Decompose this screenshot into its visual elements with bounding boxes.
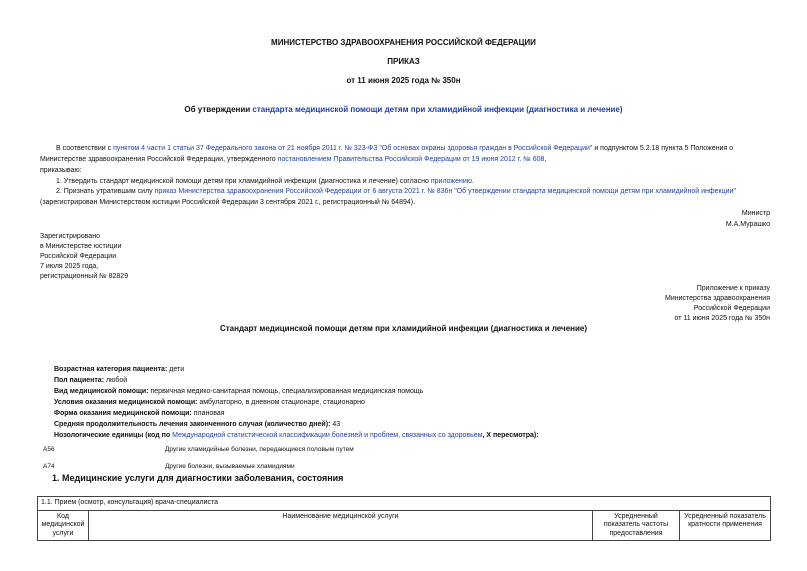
prop-sex	[54, 376, 127, 385]
appendix-line: Министерства здравоохранения	[665, 295, 770, 302]
services-table	[37, 496, 771, 541]
icd-code: A74	[43, 463, 55, 470]
preamble-text: ,	[544, 155, 547, 163]
icd10-link[interactable]: Международной статистической классификации болезней и проблем, связанных со здоровьем	[172, 432, 483, 439]
preamble-paragraph	[40, 144, 770, 165]
icd-description: Другие хламидийные болезни, передающиеся половым путем	[165, 446, 354, 453]
prop-label: Форма оказания медицинской помощи:	[54, 410, 192, 417]
table-caption-row	[38, 497, 771, 511]
preamble-text: и подпунктом 5.2.18 пункта 5 Положения о Министерстве здравоохранения Российской Федерации, утвержденного	[40, 145, 734, 163]
prop-label: Пол пациента:	[54, 377, 105, 384]
prop-value: 43	[330, 421, 341, 428]
prop-nosology	[54, 431, 539, 440]
order-item-2	[40, 187, 770, 208]
order-836n-link[interactable]: приказ Министерства здравоохранения Российской Федерации от 6 августа 2021 г. № 836н "Об утверждении стандарта медицинской помощи детям при хламидийной инфекции"	[154, 188, 736, 195]
order-title-prefix: Об утверждении	[184, 105, 253, 114]
appendix-line: Российской Федерации	[693, 305, 770, 312]
registration-line: 7 июля 2025 года,	[40, 263, 99, 270]
prop-label: Средняя продолжительность лечения законченного случая (количество дней):	[54, 421, 331, 428]
standard-title: Стандарт медицинской помощи детям при хламидийной инфекции (диагностика и лечение)	[219, 324, 588, 333]
prop-form	[54, 409, 225, 418]
prop-label-end: , X пересмотра):	[482, 432, 539, 439]
order-title	[0, 105, 807, 115]
prop-label: Возрастная категория пациента:	[54, 366, 168, 373]
header-service-name: Наименование медицинской услуги	[89, 510, 593, 541]
ministry-heading: МИНИСТЕРСТВО ЗДРАВООХРАНЕНИЯ РОССИЙСКОЙ ФЕДЕРАЦИИ	[271, 38, 536, 47]
law-323-link[interactable]: пунктом 4 части 1 статьи 37 Федерального закона от 21 ноября 2011 г. № 323-ФЗ "Об основах охраны здоровья граждан в Российской Федерации"	[113, 145, 593, 152]
icd-code: A56	[43, 446, 55, 453]
registration-line: Зарегистрировано	[40, 233, 100, 240]
prop-value: первичная медико-санитарная помощь, специализированная медицинская помощь	[148, 388, 424, 395]
appendix-link[interactable]: приложению	[430, 178, 473, 185]
header-service-code: Код медицинской услуги	[38, 510, 89, 541]
prop-care-type	[54, 387, 423, 396]
order-date-number: от 11 июня 2025 года № 350н	[346, 76, 461, 85]
header-multiplicity: Усредненный показатель кратности применения	[680, 510, 771, 541]
doc-type: ПРИКАЗ	[387, 57, 420, 66]
prop-value: амбулаторно, в дневном стационаре, стационарно	[197, 399, 365, 406]
registration-line: Российской Федерации	[40, 253, 117, 260]
header-frequency: Усредненный показатель частоты предоставления	[593, 510, 680, 541]
ordering-word: приказываю:	[40, 167, 82, 174]
prop-value: любой	[104, 377, 128, 384]
item2-text: 2. Признать утратившим силу	[56, 188, 155, 195]
order-item-1	[40, 177, 770, 188]
order-title-link[interactable]: стандарта медицинской помощи детям при хламидийной инфекции (диагностика и лечение)	[252, 105, 623, 114]
signature-position: Министр	[741, 210, 770, 217]
prop-label: Вид медицинской помощи:	[54, 388, 149, 395]
registration-line: регистрационный № 82829	[40, 273, 129, 280]
preamble-text: В соответствии с	[56, 145, 114, 152]
icd-description: Другие болезни, вызываемые хламидиями	[165, 463, 295, 470]
registration-line: в Министерстве юстиции	[40, 243, 122, 250]
appendix-line: Приложение к приказу	[696, 285, 770, 292]
signature-name: М.А.Мурашко	[725, 221, 770, 228]
prop-label: Нозологические единицы (код по	[54, 432, 173, 439]
prop-duration	[54, 420, 340, 429]
prop-value: дети	[167, 366, 185, 373]
table-header-row	[38, 510, 771, 541]
prop-age	[54, 365, 184, 374]
item1-text: 1. Утвердить стандарт медицинской помощи детям при хламидийной инфекции (диагностика и лечение) согласно	[56, 178, 431, 185]
decree-608-link[interactable]: постановлением Правительства Российской Федерации от 19 июня 2012 г. № 608	[277, 155, 545, 163]
item2-text-end: (зарегистрирован Министерством юстиции Российской Федерации 3 сентября 2021 г., регистрационный № 64894).	[40, 198, 416, 206]
table-caption: 1.1. Прием (осмотр, консультация) врача-специалиста	[38, 497, 771, 511]
section-1-title: 1. Медицинские услуги для диагностики заболевания, состояния	[52, 473, 344, 483]
prop-conditions	[54, 398, 365, 407]
prop-value: плановая	[191, 410, 225, 417]
item1-text-end: .	[472, 178, 474, 185]
prop-label: Условия оказания медицинской помощи:	[54, 399, 198, 406]
appendix-line: от 11 июня 2025 года № 350н	[674, 315, 770, 322]
